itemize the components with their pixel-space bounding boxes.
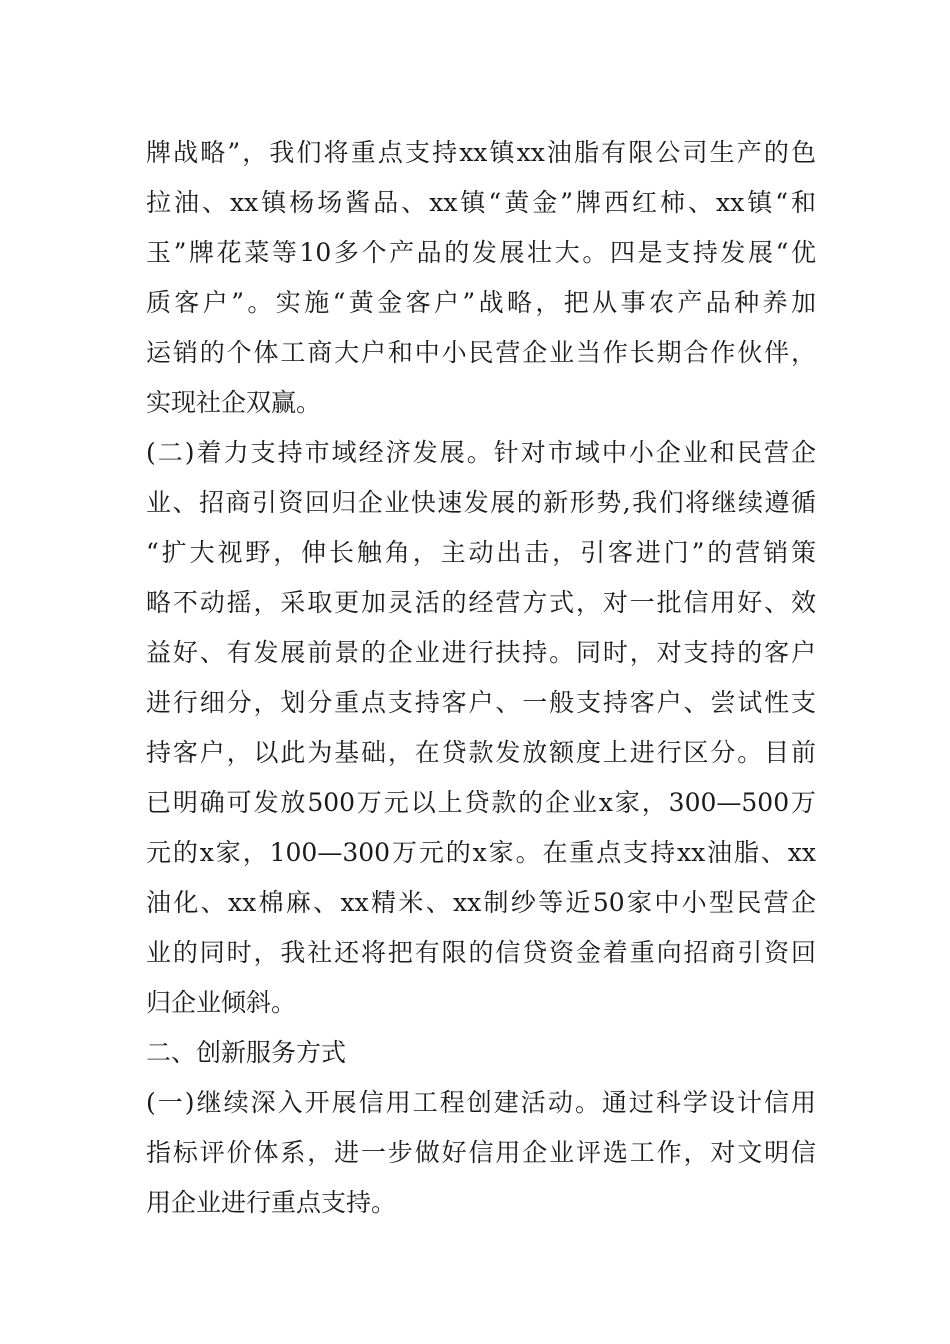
text-line: 牌战略”，我们将重点支持xx镇xx油脂有限公司生产的色	[146, 138, 816, 167]
text-line: 拉油、xx镇杨场酱品、xx镇“黄金”牌西红柿、xx镇“和	[146, 188, 816, 217]
paragraph-end-line: 实现社企双赢。	[146, 388, 322, 417]
text-line: 油化、xx棉麻、xx精米、xx制纱等近50家中小型民营企	[146, 888, 816, 917]
text-line: 业、招商引资回归企业快速发展的新形势,我们将继续遵循	[146, 488, 816, 517]
text-line: 略不动摇，采取更加灵活的经营方式，对一批信用好、效	[146, 588, 816, 617]
text-line: (一)继续深入开展信用工程创建活动。通过科学设计信用	[146, 1088, 816, 1117]
text-line: 业的同时，我社还将把有限的信贷资金着重向招商引资回	[146, 938, 816, 967]
paragraph-end-line: 用企业进行重点支持。	[146, 1188, 397, 1217]
body-text	[146, 128, 816, 1228]
text-line: 运销的个体工商大户和中小民营企业当作长期合作伙伴，	[146, 338, 816, 367]
text-line: 进行细分，划分重点支持客户、一般支持客户、尝试性支	[146, 688, 816, 717]
text-line: 益好、有发展前景的企业进行扶持。同时，对支持的客户	[146, 638, 816, 667]
text-line: 质客户”。实施“黄金客户”战略，把从事农产品种养加	[146, 288, 816, 317]
paragraph-end-line: 归企业倾斜。	[146, 988, 297, 1017]
text-line: 指标评价体系，进一步做好信用企业评选工作，对文明信	[146, 1138, 816, 1167]
text-line: “扩大视野，伸长触角，主动出击，引客进门”的营销策	[146, 538, 816, 567]
section-heading: 二、创新服务方式	[146, 1038, 347, 1067]
text-line: 持客户，以此为基础，在贷款发放额度上进行区分。目前	[146, 738, 816, 767]
text-line: 元的x家，100—300万元的x家。在重点支持xx油脂、xx	[146, 838, 816, 867]
text-line: 玉”牌花菜等10多个产品的发展壮大。四是支持发展“优	[146, 238, 816, 267]
text-line: 已明确可发放500万元以上贷款的企业x家，300—500万	[146, 788, 816, 817]
text-line: (二)着力支持市域经济发展。针对市域中小企业和民营企	[146, 438, 816, 467]
